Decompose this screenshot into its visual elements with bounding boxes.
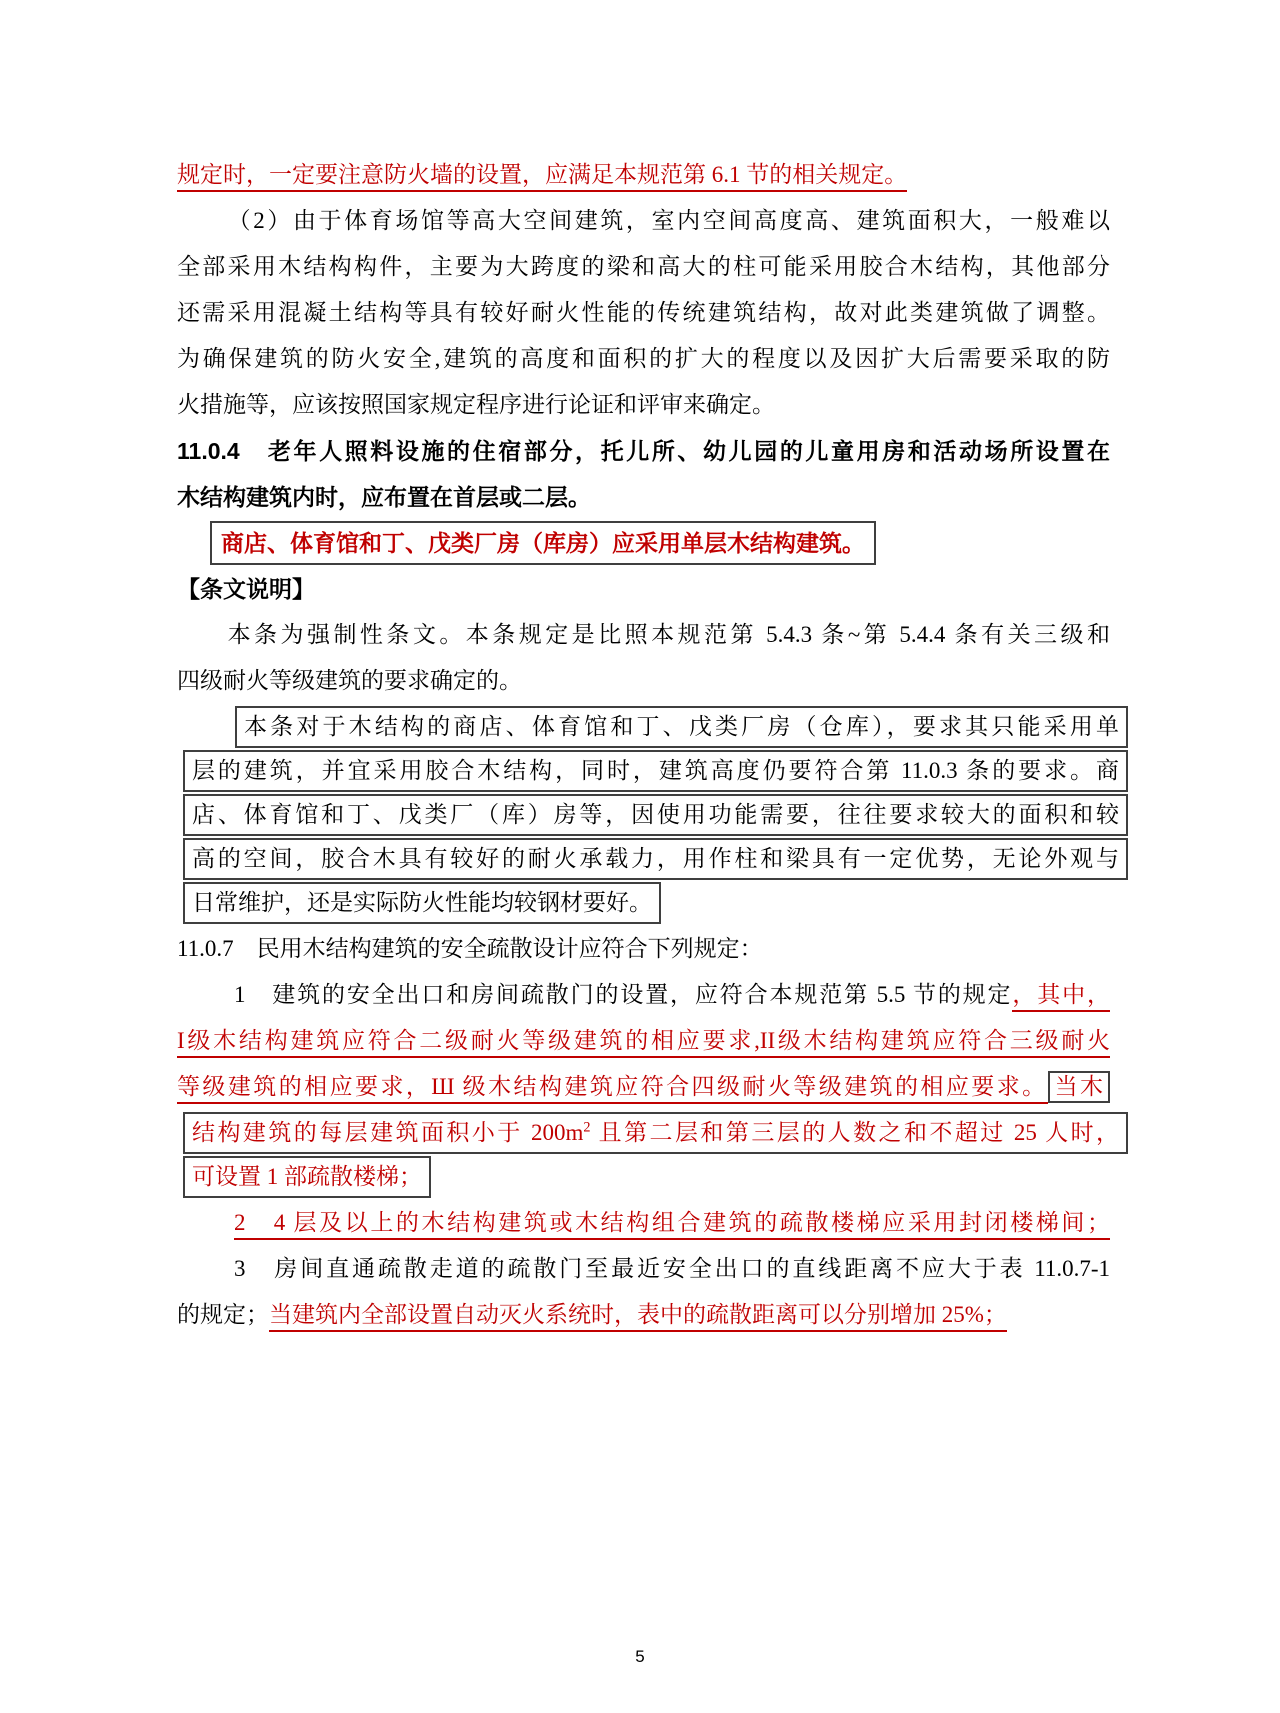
clause-11-0-4-line: 木结构建筑内时，应布置在首层或二层。: [177, 484, 591, 510]
item1-line: [177, 1064, 1110, 1110]
explain-line: 四级耐火等级建筑的要求确定的。: [177, 668, 522, 693]
item1-red-boxed-text: 当木: [1048, 1071, 1110, 1103]
red-underlined-text: 规定时，一定要注意防火墙的设置，应满足本规范第 6.1 节的相关规定。: [177, 162, 907, 192]
framed-text-line: 日常维护，还是实际防火性能均较钢材要好。: [183, 882, 661, 924]
para2-line: 火措施等，应该按照国家规定程序进行论证和评审来确定。: [177, 392, 775, 417]
item3-line: 3 房间直通疏散走道的疏散门至最近安全出口的直线距离不应大于表 11.0.7-1: [234, 1256, 1110, 1281]
item1-red-boxed-line: [183, 1112, 1128, 1154]
item1-red-underlined-text: 等级建筑的相应要求，Ш 级木结构建筑应符合四级耐火等级建筑的相应要求。: [177, 1074, 1048, 1104]
framed-text-line: 层的建筑，并宜采用胶合木结构，同时，建筑高度仍要符合第 11.0.3 条的要求。商: [183, 750, 1128, 792]
item1-line: [177, 1018, 1110, 1064]
item1-red-boxed-line: 可设置 1 部疏散楼梯；: [183, 1156, 431, 1198]
page-body-text: [177, 152, 1120, 1338]
section-label-explanation: 【条文说明】: [177, 576, 315, 602]
para2-line: 全部采用木结构构件，主要为大跨度的梁和高大的柱可能采用胶合木结构，其他部分: [177, 254, 1110, 279]
top-red-continuation-line: [177, 152, 1110, 198]
framed-text-line: 高的空间，胶合木具有较好的耐火承载力，用作柱和梁具有一定优势，无论外观与: [183, 838, 1128, 880]
para2-line: （2）由于体育场馆等高大空间建筑，室内空间高度高、建筑面积大，一般难以: [227, 208, 1110, 233]
item1-black-text: 1 建筑的安全出口和房间疏散门的设置，应符合本规范第 5.5 节的规定: [234, 982, 1013, 1007]
item3-line: [177, 1292, 1110, 1338]
superscript-2: 2: [583, 1119, 591, 1136]
para2-line: 为确保建筑的防火安全,建筑的高度和面积的扩大的程度以及因扩大后需要采取的防: [177, 346, 1110, 371]
framed-text-line: 店、体育馆和丁、戊类厂（库）房等，因使用功能需要，往往要求较大的面积和较: [183, 794, 1128, 836]
explain-line: 本条为强制性条文。本条规定是比照本规范第 5.4.3 条~第 5.4.4 条有关三级和: [227, 622, 1110, 647]
item2-line: [177, 1200, 1110, 1246]
item1-line: [177, 972, 1110, 1018]
area-text: 结构建筑的每层建筑面积小于 200m: [192, 1120, 584, 1145]
page-number: 5: [635, 1647, 645, 1666]
area-text: 且第二层和第三层的人数之和不超过 25 人时，: [590, 1120, 1120, 1145]
item1-red-underlined-text: ，其中，: [1012, 982, 1110, 1012]
item3-red-underlined-text: 当建筑内全部设置自动灭火系统时，表中的疏散距离可以分别增加 25%；: [269, 1302, 1007, 1332]
clause-11-0-7-heading: 11.0.7 民用木结构建筑的安全疏散设计应符合下列规定：: [177, 936, 763, 961]
item1-red-underlined-text: I级木结构建筑应符合二级耐火等级建筑的相应要求,II级木结构建筑应符合三级耐火: [177, 1028, 1110, 1058]
clause-11-0-4-line: 11.0.4 老年人照料设施的住宿部分，托儿所、幼儿园的儿童用房和活动场所设置在: [177, 438, 1110, 464]
boxed-red-clause: 商店、体育馆和丁、戊类厂房（库房）应采用单层木结构建筑。: [210, 521, 876, 565]
framed-text-line: 本条对于木结构的商店、体育馆和丁、戊类厂房（仓库），要求其只能采用单: [235, 706, 1128, 748]
para2-line: 还需采用混凝土结构等具有较好耐火性能的传统建筑结构，故对此类建筑做了调整。: [177, 300, 1110, 325]
item3-black-text: 的规定；: [177, 1302, 269, 1327]
item2-red-underlined-text: 2 4 层及以上的木结构建筑或木结构组合建筑的疏散楼梯应采用封闭楼梯间；: [234, 1210, 1110, 1240]
